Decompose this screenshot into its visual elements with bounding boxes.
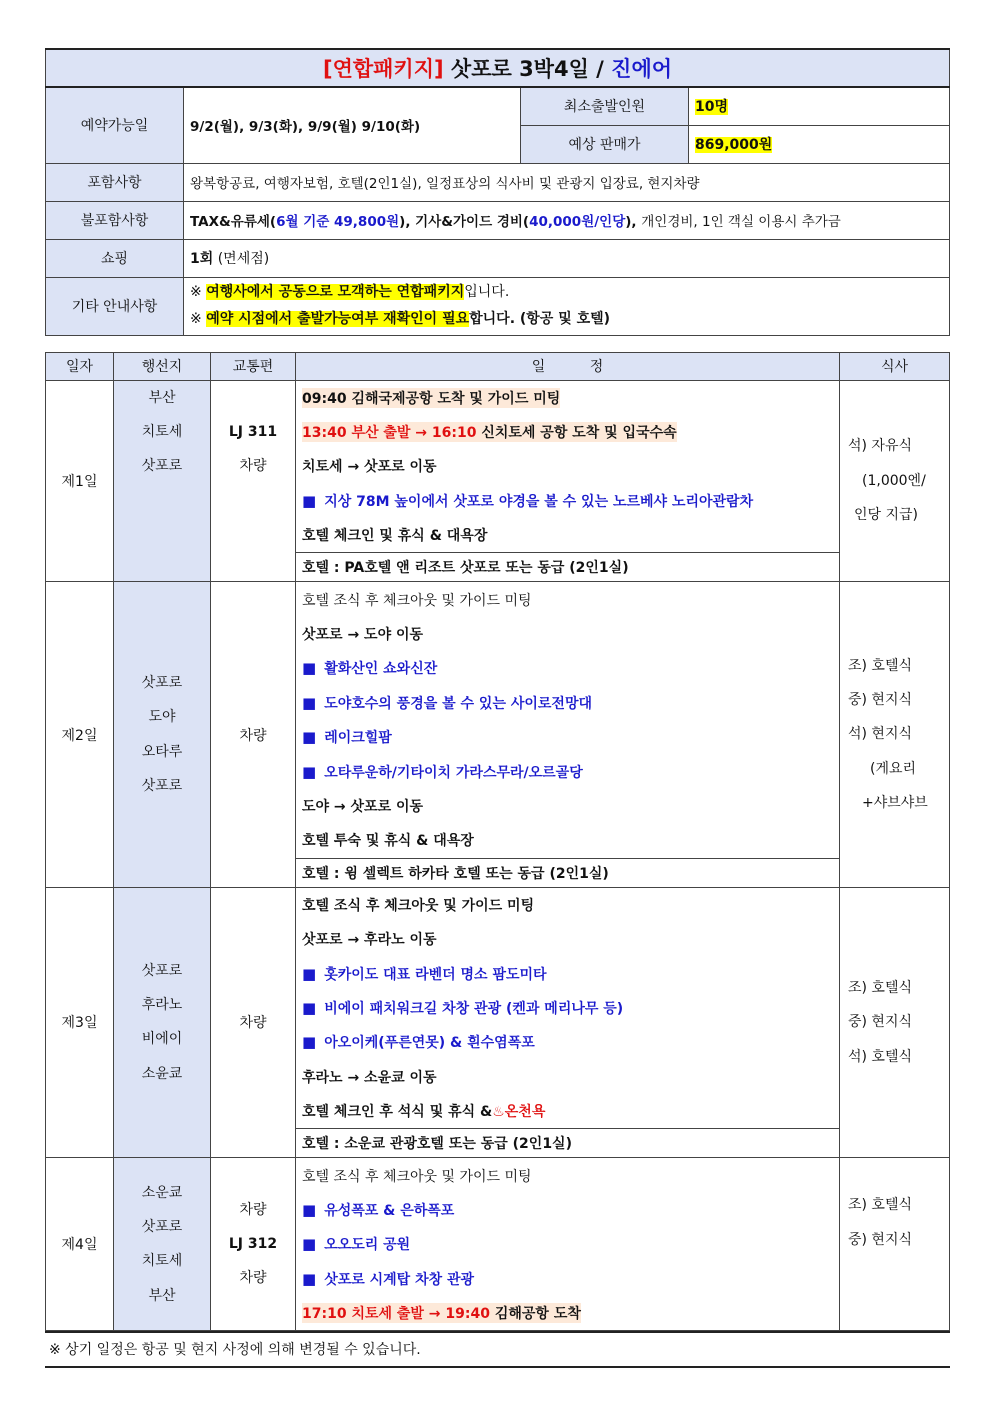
day-label: 제4일 — [46, 1158, 114, 1331]
destination: 부산 — [148, 389, 176, 406]
bullet-square-icon: ■ — [302, 693, 317, 712]
attraction: 비에이 패치워크길 차창 관광 (켄과 메리나무 등) — [324, 1000, 624, 1017]
schedule-cell — [296, 1158, 840, 1331]
schedule-line: 도야 → 삿포로 이동 — [302, 798, 424, 815]
destination: 소윤쿄 — [141, 1065, 183, 1082]
info-table — [45, 48, 950, 336]
destination: 삿포로 — [141, 674, 183, 691]
transport — [211, 1158, 296, 1331]
attraction: 도야호수의 풍경을 볼 수 있는 사이로전망대 — [324, 695, 592, 712]
schedule-line: 09:40 김해국제공항 도착 및 가이드 미팅 — [302, 388, 560, 408]
notice-mark: ※ — [190, 284, 207, 300]
destinations — [114, 582, 211, 887]
excluded-value — [184, 201, 950, 239]
attraction: 홋카이도 대표 라벤더 명소 팜도미타 — [324, 966, 547, 983]
bullet-square-icon: ■ — [302, 1235, 317, 1254]
notice-mark: ※ — [190, 311, 207, 327]
bullet-square-icon: ■ — [302, 659, 317, 678]
schedule-line: 호텔 체크인 후 석식 및 휴식 & — [302, 1104, 493, 1121]
bullet-square-icon: ■ — [302, 762, 317, 781]
excluded-other: 개인경비, 1인 객실 이용시 추가금 — [641, 214, 841, 230]
schedule-line: 치토세 → 삿포로 이동 — [302, 459, 437, 476]
notice-2-rest: 합니다. (항공 및 호텔) — [469, 311, 611, 327]
excluded-guide: ), 기사&가이드 경비( — [399, 214, 530, 230]
meal-item: (1,000엔/ — [862, 472, 926, 489]
price-label: 예상 판매가 — [521, 125, 689, 163]
schedule-line: 호텔 조식 후 체크아웃 및 가이드 미팅 — [302, 897, 535, 914]
shopping-type: (면세점) — [213, 251, 270, 267]
min-people-label: 최소출발인원 — [521, 87, 689, 125]
hot-spring: ♨온천욕 — [492, 1104, 546, 1121]
attraction: 아오이케(푸른연못) & 흰수염폭포 — [324, 1035, 535, 1052]
schedule-line: 김해공항 도착 — [489, 1306, 581, 1323]
excluded-tax: TAX&유류세( — [190, 214, 277, 230]
destination: 삿포로 — [141, 458, 183, 475]
excluded-tax-amount: 6월 기준 49,800원 — [276, 214, 400, 230]
hotel-info: 호텔 : 소운쿄 관광호텔 또는 동급 (2인1실) — [296, 1128, 839, 1157]
transport-mode: 차량 — [239, 1201, 267, 1218]
meal-cell — [840, 1158, 950, 1331]
meal-item: (게요리 — [870, 760, 917, 777]
meal-cell — [840, 582, 950, 887]
destination: 삿포로 — [141, 777, 183, 794]
destination: 부산 — [148, 1287, 176, 1304]
destinations — [114, 887, 211, 1158]
footer-note: ※ 상기 일정은 항공 및 현지 사정에 의해 변경될 수 있습니다. — [45, 1331, 950, 1368]
bullet-square-icon: ■ — [302, 1200, 317, 1219]
schedule-cell — [296, 887, 840, 1158]
meal-item: 조) 호텔식 — [848, 1197, 913, 1214]
notice-2-highlight: 예약 시점에서 출발가능여부 재확인이 필요 — [206, 311, 470, 327]
excluded-guide-amount: 40,000원/인당 — [529, 214, 626, 230]
meal-cell — [840, 380, 950, 582]
destination: 도야 — [148, 709, 176, 726]
attraction: 지상 78M 높이에서 삿포로 야경을 볼 수 있는 노르베샤 노리아관람차 — [324, 493, 754, 510]
flight-times: 17:10 치토세 출발 → 19:40 — [302, 1306, 490, 1323]
day-label: 제2일 — [46, 582, 114, 887]
booking-label: 예약가능일 — [46, 87, 184, 163]
destination: 후라노 — [141, 997, 183, 1014]
shopping-count: 1회 — [190, 251, 214, 267]
bullet-square-icon: ■ — [302, 964, 317, 983]
day-row — [46, 1158, 950, 1331]
notice-1-highlight: 여행사에서 공동으로 모객하는 연합패키지 — [206, 284, 465, 300]
attraction: 유성폭포 & 은하폭포 — [324, 1202, 455, 1219]
destination: 치토세 — [141, 1253, 183, 1270]
itinerary-page — [45, 48, 950, 1368]
meal-item: 중) 현지식 — [848, 691, 913, 708]
page-title — [46, 49, 950, 87]
attraction: 활화산인 쇼와신잔 — [324, 661, 438, 678]
col-day: 일자 — [46, 352, 114, 380]
meal-cell — [840, 887, 950, 1158]
destination: 삿포로 — [141, 1218, 183, 1235]
schedule-line: 후라노 → 소윤쿄 이동 — [302, 1069, 437, 1086]
notice-value — [184, 277, 950, 335]
attraction: 오타루운하/기타이치 가라스무라/오르골당 — [324, 764, 583, 781]
bullet-square-icon: ■ — [302, 1269, 317, 1288]
title-airline: 진에어 — [611, 57, 673, 81]
excluded-sep: ), — [625, 214, 642, 230]
booking-dates: 9/2(월), 9/3(화), 9/9(월) 9/10(화) — [184, 87, 521, 163]
col-meal: 식사 — [840, 352, 950, 380]
meal-item: 석) 호텔식 — [848, 1048, 913, 1065]
schedule-table — [45, 352, 950, 1332]
included-value: 왕복항공료, 여행자보험, 호텔(2인1실), 일정표상의 식사비 및 관광지 입장료, 현지차량 — [184, 163, 950, 201]
destinations — [114, 380, 211, 582]
transport: 차량 — [211, 887, 296, 1158]
meal-item: 중) 현지식 — [848, 1014, 913, 1031]
bullet-square-icon: ■ — [302, 728, 317, 747]
meal-item: 석) 현지식 — [848, 726, 913, 743]
day-label: 제3일 — [46, 887, 114, 1158]
schedule-line: 삿포로 → 후라노 이동 — [302, 932, 437, 949]
attraction: 오오도리 공원 — [324, 1237, 411, 1254]
hotel-info: 호텔 : 윙 셀렉트 하카타 호텔 또는 동급 (2인1실) — [296, 858, 839, 887]
meal-item: 인당 지급) — [854, 507, 919, 524]
shopping-value — [184, 239, 950, 277]
bullet-square-icon: ■ — [302, 491, 317, 510]
schedule-cell — [296, 380, 840, 582]
flight-number: LJ 311 — [228, 423, 278, 440]
transport — [211, 380, 296, 582]
transport: 차량 — [211, 582, 296, 887]
meal-item: 중) 현지식 — [848, 1231, 913, 1248]
col-destination: 행선지 — [114, 352, 211, 380]
meal-item: 조) 호텔식 — [848, 979, 913, 996]
day-row — [46, 380, 950, 582]
destinations — [114, 1158, 211, 1331]
schedule-line: 신치토세 공항 도착 및 입국수속 — [476, 425, 677, 442]
notice-1-rest: 입니다. — [464, 284, 510, 300]
schedule-cell — [296, 582, 840, 887]
destination: 소운쿄 — [141, 1184, 183, 1201]
schedule-line: 호텔 조식 후 체크아웃 및 가이드 미팅 — [302, 592, 532, 609]
hotel-info: 호텔 : PA호텔 앤 리조트 삿포로 또는 동급 (2인1실) — [296, 552, 839, 581]
transport-mode: 차량 — [239, 457, 267, 474]
schedule-line: 호텔 체크인 및 휴식 & 대욕장 — [302, 528, 488, 545]
meal-item: 석) 자유식 — [848, 438, 913, 455]
title-package-tag: [연합패키지] — [322, 57, 444, 81]
bullet-square-icon: ■ — [302, 998, 317, 1017]
flight-times: 13:40 부산 출발 → 16:10 — [302, 425, 477, 442]
meal-item: +샤브샤브 — [862, 795, 928, 812]
bullet-square-icon: ■ — [302, 1033, 317, 1052]
transport-mode: 차량 — [239, 1270, 267, 1287]
schedule-line: 호텔 투숙 및 휴식 & 대욕장 — [302, 833, 474, 850]
meal-item: 조) 호텔식 — [848, 657, 913, 674]
schedule-line: 삿포로 → 도야 이동 — [302, 627, 424, 644]
destination: 치토세 — [141, 423, 183, 440]
min-people-value: 10명 — [695, 99, 729, 116]
included-label: 포함사항 — [46, 163, 184, 201]
shopping-label: 쇼핑 — [46, 239, 184, 277]
attraction: 레이크힐팜 — [324, 730, 392, 747]
flight-number: LJ 312 — [228, 1236, 278, 1253]
title-main: 삿포로 3박4일 / — [443, 57, 612, 81]
attraction: 삿포로 시계탑 차창 관광 — [324, 1271, 475, 1288]
day-row — [46, 582, 950, 887]
notice-label: 기타 안내사항 — [46, 277, 184, 335]
destination: 오타루 — [141, 743, 183, 760]
price-value: 869,000원 — [695, 137, 773, 153]
col-transport: 교통편 — [211, 352, 296, 380]
destination: 삿포로 — [141, 962, 183, 979]
excluded-label: 불포함사항 — [46, 201, 184, 239]
schedule-line: 호텔 조식 후 체크아웃 및 가이드 미팅 — [302, 1168, 532, 1185]
col-schedule: 일 정 — [296, 352, 840, 380]
day-label: 제1일 — [46, 380, 114, 582]
destination: 비에이 — [141, 1031, 183, 1048]
day-row — [46, 887, 950, 1158]
